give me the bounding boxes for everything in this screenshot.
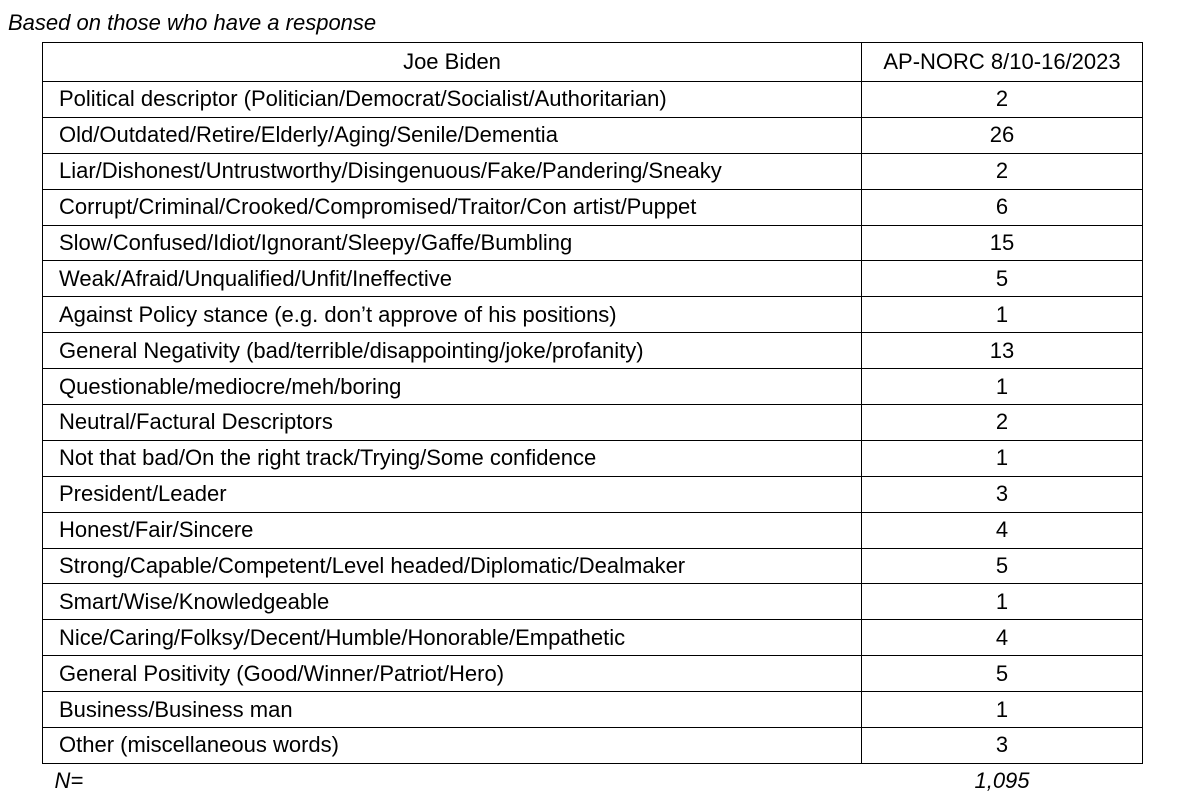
row-value: 3 xyxy=(862,728,1143,764)
header-label: Joe Biden xyxy=(43,43,862,82)
row-value: 2 xyxy=(862,405,1143,441)
table-row xyxy=(43,440,1143,476)
table-row xyxy=(43,225,1143,261)
table-row xyxy=(43,512,1143,548)
row-value: 5 xyxy=(862,261,1143,297)
row-label: Political descriptor (Politician/Democrat/Socialist/Authoritarian) xyxy=(43,82,862,118)
row-value: 13 xyxy=(862,333,1143,369)
row-label: Not that bad/On the right track/Trying/Some confidence xyxy=(43,440,862,476)
row-label: Slow/Confused/Idiot/Ignorant/Sleepy/Gaffe/Bumbling xyxy=(43,225,862,261)
table-row xyxy=(43,333,1143,369)
table-row xyxy=(43,728,1143,764)
row-value: 5 xyxy=(862,548,1143,584)
table-caption: Based on those who have a response xyxy=(8,10,377,35)
table-row xyxy=(43,297,1143,333)
row-value: 1 xyxy=(862,297,1143,333)
sample-size-value: 1,095 xyxy=(974,767,1030,793)
row-label: Weak/Afraid/Unqualified/Unfit/Ineffective xyxy=(43,261,862,297)
row-label: Strong/Capable/Competent/Level headed/Diplomatic/Dealmaker xyxy=(43,548,862,584)
table-row xyxy=(43,548,1143,584)
row-value: 1 xyxy=(862,584,1143,620)
row-label: Smart/Wise/Knowledgeable xyxy=(43,584,862,620)
row-value: 2 xyxy=(862,82,1143,118)
row-label: Other (miscellaneous words) xyxy=(43,728,862,764)
row-value: 1 xyxy=(862,692,1143,728)
table-row xyxy=(43,153,1143,189)
data-table xyxy=(42,42,1143,798)
row-label: General Positivity (Good/Winner/Patriot/Hero) xyxy=(43,656,862,692)
table-row xyxy=(43,620,1143,656)
row-label: Corrupt/Criminal/Crooked/Compromised/Traitor/Con artist/Puppet xyxy=(43,189,862,225)
row-label: Liar/Dishonest/Untrustworthy/Disingenuous/Fake/Pandering/Sneaky xyxy=(43,153,862,189)
table-row xyxy=(43,369,1143,405)
row-value: 4 xyxy=(862,512,1143,548)
table-row xyxy=(43,117,1143,153)
table-row xyxy=(43,189,1143,225)
row-value: 4 xyxy=(862,620,1143,656)
row-label: President/Leader xyxy=(43,476,862,512)
row-value: 1 xyxy=(862,440,1143,476)
row-label: Nice/Caring/Folksy/Decent/Humble/Honorable/Empathetic xyxy=(43,620,862,656)
header-row xyxy=(43,43,1143,82)
table-row xyxy=(43,656,1143,692)
row-value: 26 xyxy=(862,117,1143,153)
row-label: General Negativity (bad/terrible/disappointing/joke/profanity) xyxy=(43,333,862,369)
table-row xyxy=(43,82,1143,118)
row-value: 3 xyxy=(862,476,1143,512)
table-row xyxy=(43,584,1143,620)
table-row xyxy=(43,261,1143,297)
row-label: Questionable/mediocre/meh/boring xyxy=(43,369,862,405)
row-label: Neutral/Factural Descriptors xyxy=(43,405,862,441)
row-label: Old/Outdated/Retire/Elderly/Aging/Senile/Dementia xyxy=(43,117,862,153)
row-value: 6 xyxy=(862,189,1143,225)
row-label: Against Policy stance (e.g. don’t approve of his positions) xyxy=(43,297,862,333)
row-value: 2 xyxy=(862,153,1143,189)
row-label: Honest/Fair/Sincere xyxy=(43,512,862,548)
row-value: 15 xyxy=(862,225,1143,261)
row-label: Business/Business man xyxy=(43,692,862,728)
row-value: 5 xyxy=(862,656,1143,692)
row-value: 1 xyxy=(862,369,1143,405)
table-row xyxy=(43,692,1143,728)
table-row xyxy=(43,476,1143,512)
table-row xyxy=(43,405,1143,441)
sample-size-row xyxy=(43,763,1143,798)
sample-size-label: N= xyxy=(54,767,84,793)
header-column: AP-NORC 8/10-16/2023 xyxy=(862,43,1143,82)
